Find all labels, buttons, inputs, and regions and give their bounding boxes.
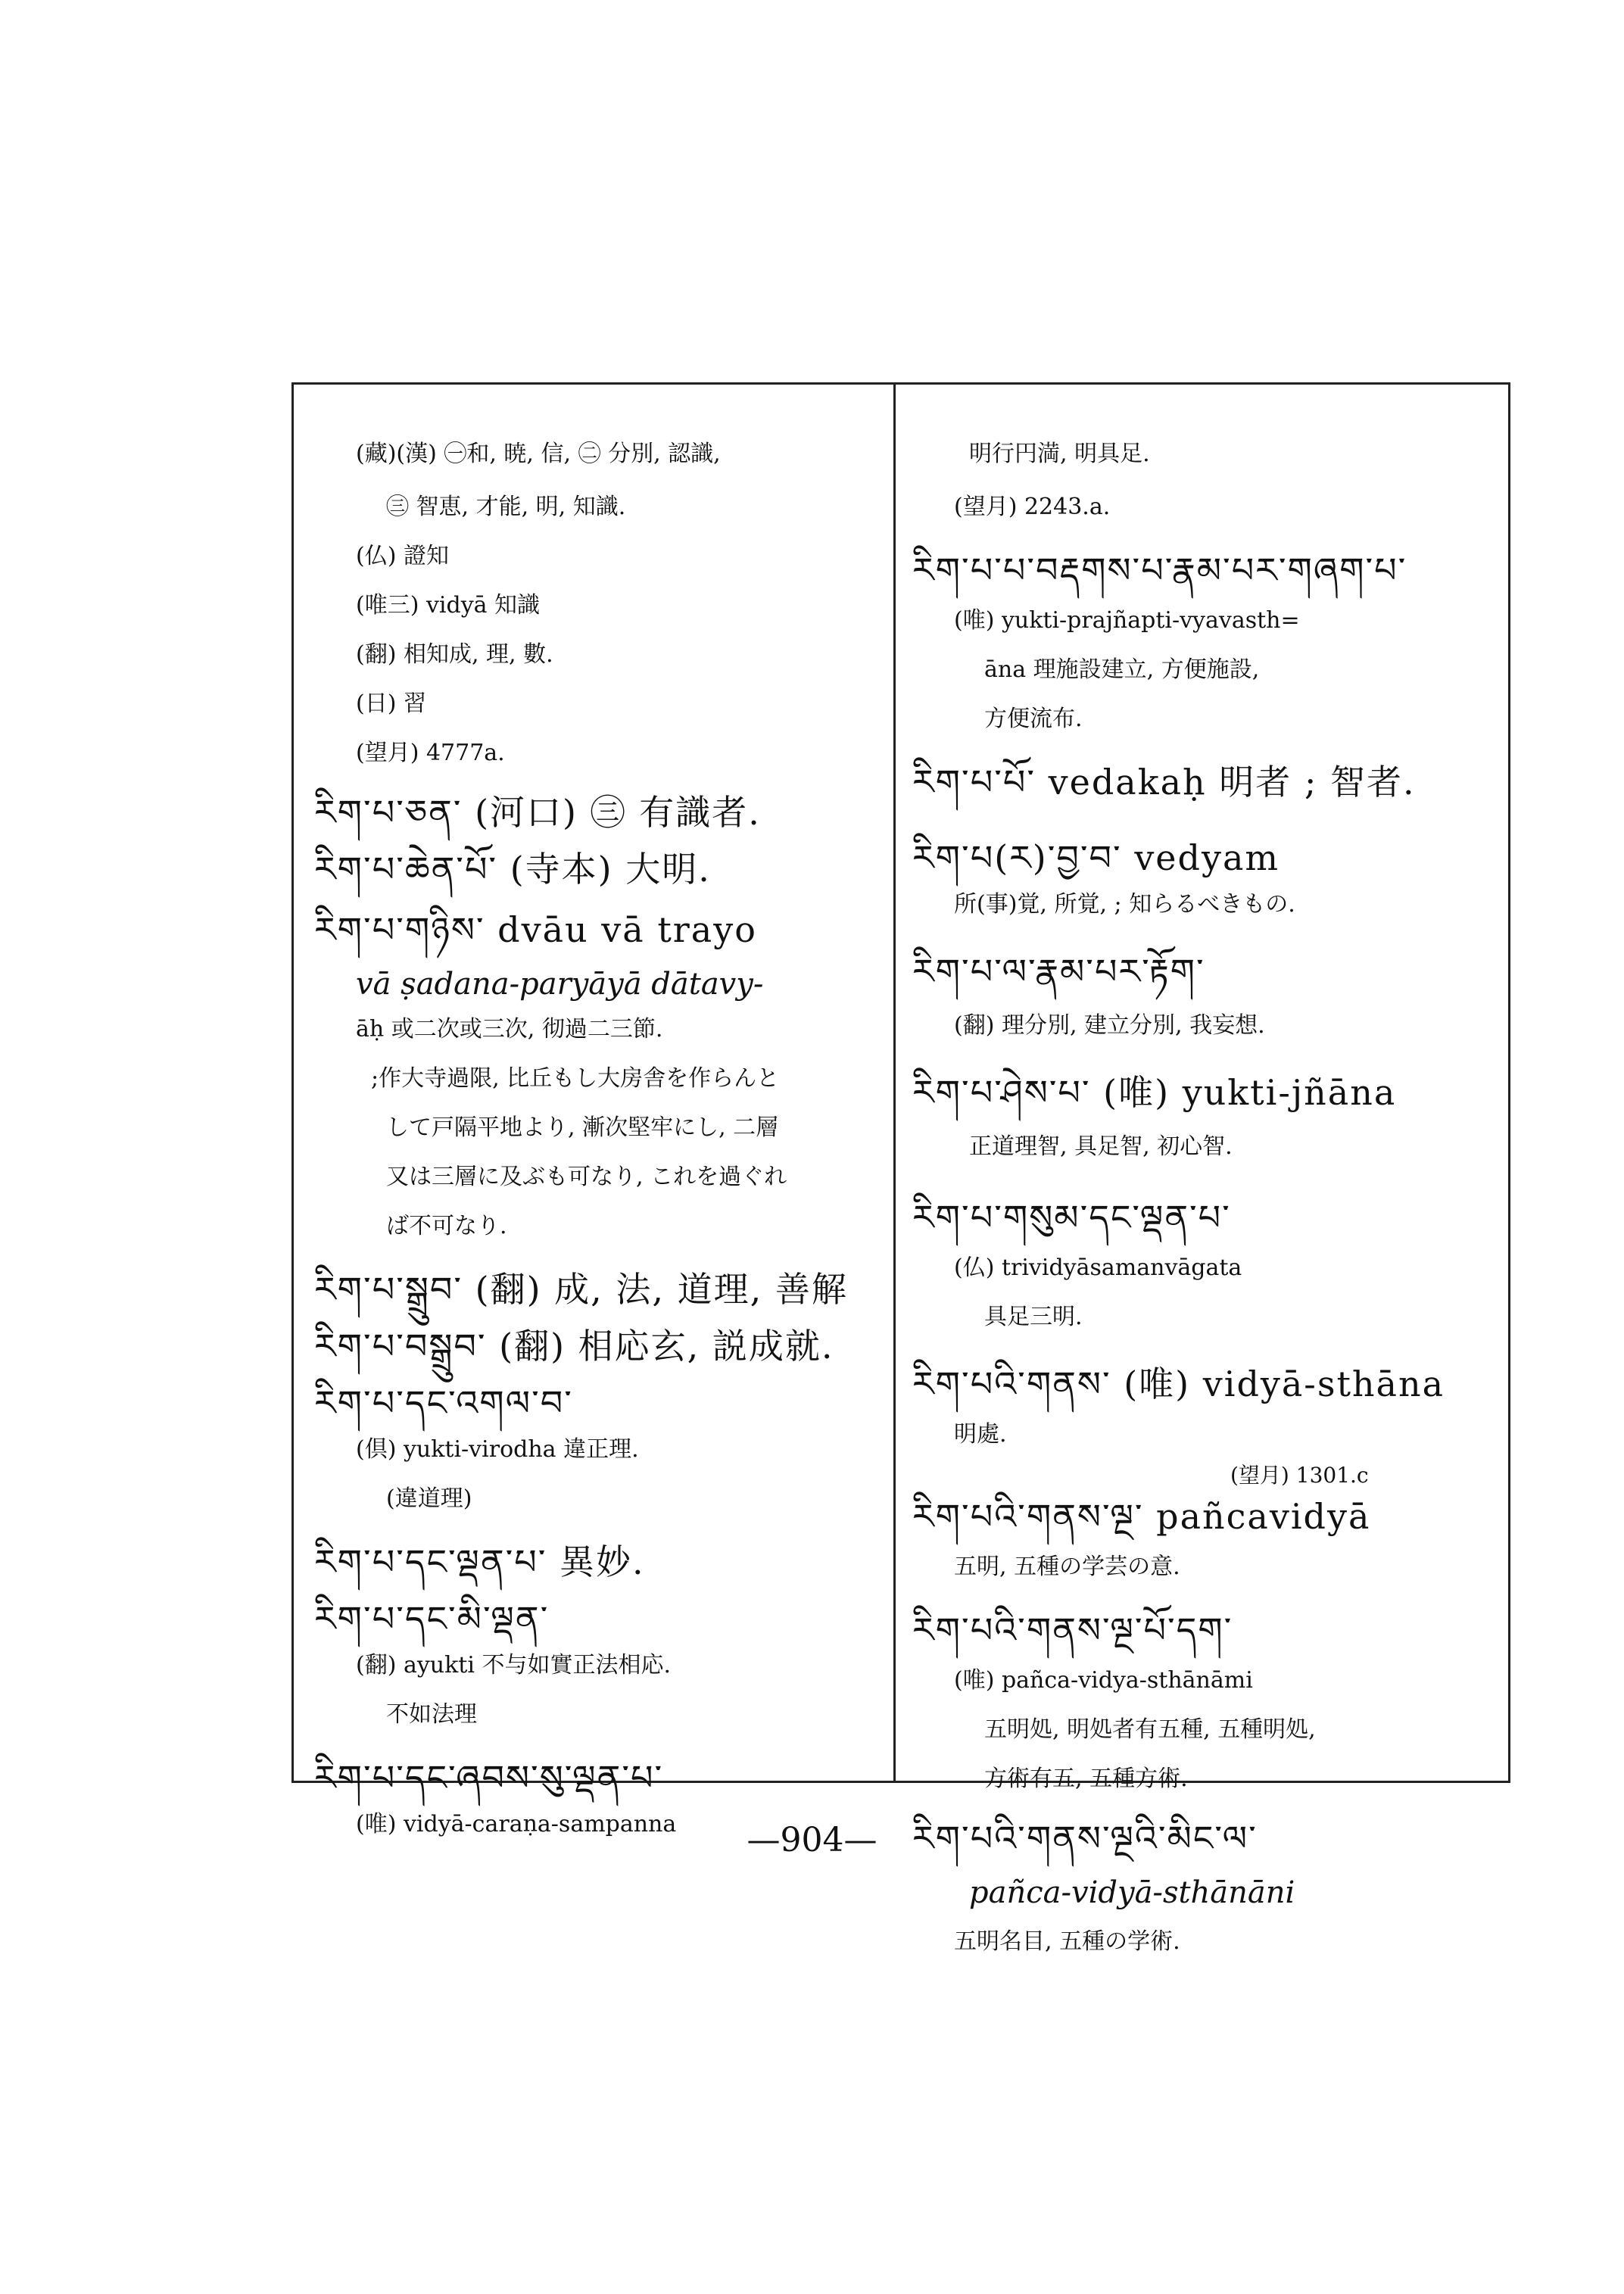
right-entry-2: རིག་པ་པོ་ vedakaḥ 明者 ; 智者. bbox=[912, 762, 1416, 803]
left-line-3: (仏) 證知 bbox=[356, 543, 449, 569]
right-line-6: 方便流布. bbox=[984, 706, 1083, 732]
right-entry-10: རིག་པའི་གནས་ལྔའི་མིང་ལ་ bbox=[912, 1818, 1258, 1859]
left-line-24: (翻) ayukti 不与如實正法相応. bbox=[356, 1652, 672, 1678]
right-line-24: 五明処, 明処者有五種, 五種明処, bbox=[984, 1716, 1316, 1743]
right-line-13: 正道理智, 具足智, 初心智. bbox=[969, 1133, 1233, 1160]
left-line-6: (日) 習 bbox=[356, 690, 426, 717]
left-line-25: 不如法理 bbox=[386, 1701, 477, 1728]
left-entry-9: རིག་པ་དང་ཞབས་སུ་ལྡན་པ་ bbox=[314, 1757, 664, 1798]
right-line-19: (望月) 1301.c bbox=[1230, 1463, 1369, 1488]
left-entry-1: རིག་པ་ཅན་ (河口) ㊂ 有識者. bbox=[314, 792, 761, 833]
right-entry-8: རིག་པའི་གནས་ལྔ་ pañcavidyā bbox=[912, 1496, 1371, 1537]
right-line-4: (唯) yukti-prajñapti-vyavasth= bbox=[954, 607, 1300, 634]
right-line-16: 具足三明. bbox=[984, 1304, 1083, 1330]
left-line-11: vā ṣadana-paryāyā dātavy- bbox=[356, 967, 764, 1002]
left-entry-8: རིག་པ་དང་མི་ལྡན་ bbox=[314, 1598, 550, 1639]
right-line-15: (仏) trividyāsamanvāgata bbox=[954, 1255, 1242, 1281]
left-line-7: (望月) 4777a. bbox=[356, 740, 505, 766]
left-line-15: 又は三層に及ぶも可なり, これを過ぐれ bbox=[386, 1164, 787, 1190]
left-line-27: (唯) vidyā-caraṇa-sampanna bbox=[356, 1811, 677, 1837]
right-line-28: 五明名目, 五種の学術. bbox=[954, 1928, 1180, 1955]
left-line-1: (藏)(漢) ㊀和, 暁, 信, ㊁ 分別, 認識, bbox=[356, 441, 721, 467]
left-line-5: (翻) 相知成, 理, 數. bbox=[356, 641, 553, 668]
left-line-16: ば不可なり. bbox=[386, 1213, 507, 1239]
right-line-11: (翻) 理分別, 建立分別, 我妄想. bbox=[954, 1012, 1265, 1039]
right-entry-3: རིག་པ(ར)་བྱ་བ་ vedyam bbox=[912, 837, 1280, 878]
right-line-1: 明行円満, 明具足. bbox=[969, 441, 1150, 467]
left-entry-6: རིག་པ་དང་འགལ་བ་ bbox=[314, 1382, 573, 1423]
right-line-9: 所(事)覚, 所覚, ; 知らるべきもの. bbox=[954, 891, 1295, 918]
right-line-5: āna 理施設建立, 方便施設, bbox=[984, 656, 1260, 683]
left-line-20: (倶) yukti-virodha 違正理. bbox=[356, 1436, 639, 1463]
right-line-21: 五明, 五種の学芸の意. bbox=[954, 1554, 1180, 1580]
right-entry-6: རིག་པ་གསུམ་དང་ལྡན་པ་ bbox=[912, 1197, 1231, 1238]
right-line-2: (望月) 2243.a. bbox=[954, 494, 1111, 520]
right-entry-7: རིག་པའི་གནས་ (唯) vidyā-sthāna bbox=[912, 1364, 1445, 1404]
left-line-14: して戸隔平地より, 漸次堅牢にし, 二層 bbox=[386, 1114, 779, 1141]
left-line-2: ㊂ 智恵, 才能, 明, 知識. bbox=[386, 494, 626, 520]
left-entry-5: རིག་པ་བསྒྲུབ་ (翻) 相応玄, 説成就. bbox=[314, 1326, 834, 1367]
right-line-25: 方術有五, 五種方術. bbox=[984, 1766, 1188, 1792]
right-entry-1: རིག་པ་པ་བརྡགས་པ་རྣམ་པར་གཞག་པ་ bbox=[912, 550, 1407, 591]
left-entry-4: རིག་པ་སྒྲུབ་ (翻) 成, 法, 道理, 善解 bbox=[314, 1269, 848, 1310]
left-line-12: āḥ 或二次或三次, 彻過二三節. bbox=[356, 1016, 663, 1043]
left-entry-3: རིག་པ་གཉིས་ dvāu vā trayo bbox=[314, 909, 757, 950]
right-line-18: 明處. bbox=[954, 1421, 1007, 1448]
column-divider bbox=[893, 382, 896, 1783]
left-line-4: (唯三) vidyā 知識 bbox=[356, 592, 541, 619]
right-line-27: pañca-vidyā-sthānāni bbox=[969, 1875, 1295, 1910]
right-line-23: (唯) pañca-vidya-sthānāmi bbox=[954, 1667, 1253, 1694]
right-entry-9: རིག་པའི་གནས་ལྔ་པོ་དག་ bbox=[912, 1610, 1233, 1650]
left-entry-7: རིག་པ་དང་ལྡན་པ་ 異妙. bbox=[314, 1541, 645, 1582]
left-line-21: (違道理) bbox=[386, 1485, 472, 1512]
right-entry-4: རིག་པ་ལ་རྣམ་པར་རྟོག་ bbox=[912, 951, 1205, 992]
page-number: —904— bbox=[747, 1821, 877, 1859]
left-line-13: ;作大寺過限, 比丘もし大房舎を作らんと bbox=[371, 1065, 780, 1092]
right-entry-5: རིག་པ་ཤེས་པ་ (唯) yukti-jñāna bbox=[912, 1072, 1397, 1113]
left-entry-2: རིག་པ་ཆེན་པོ་ (寺本) 大明. bbox=[314, 849, 711, 890]
